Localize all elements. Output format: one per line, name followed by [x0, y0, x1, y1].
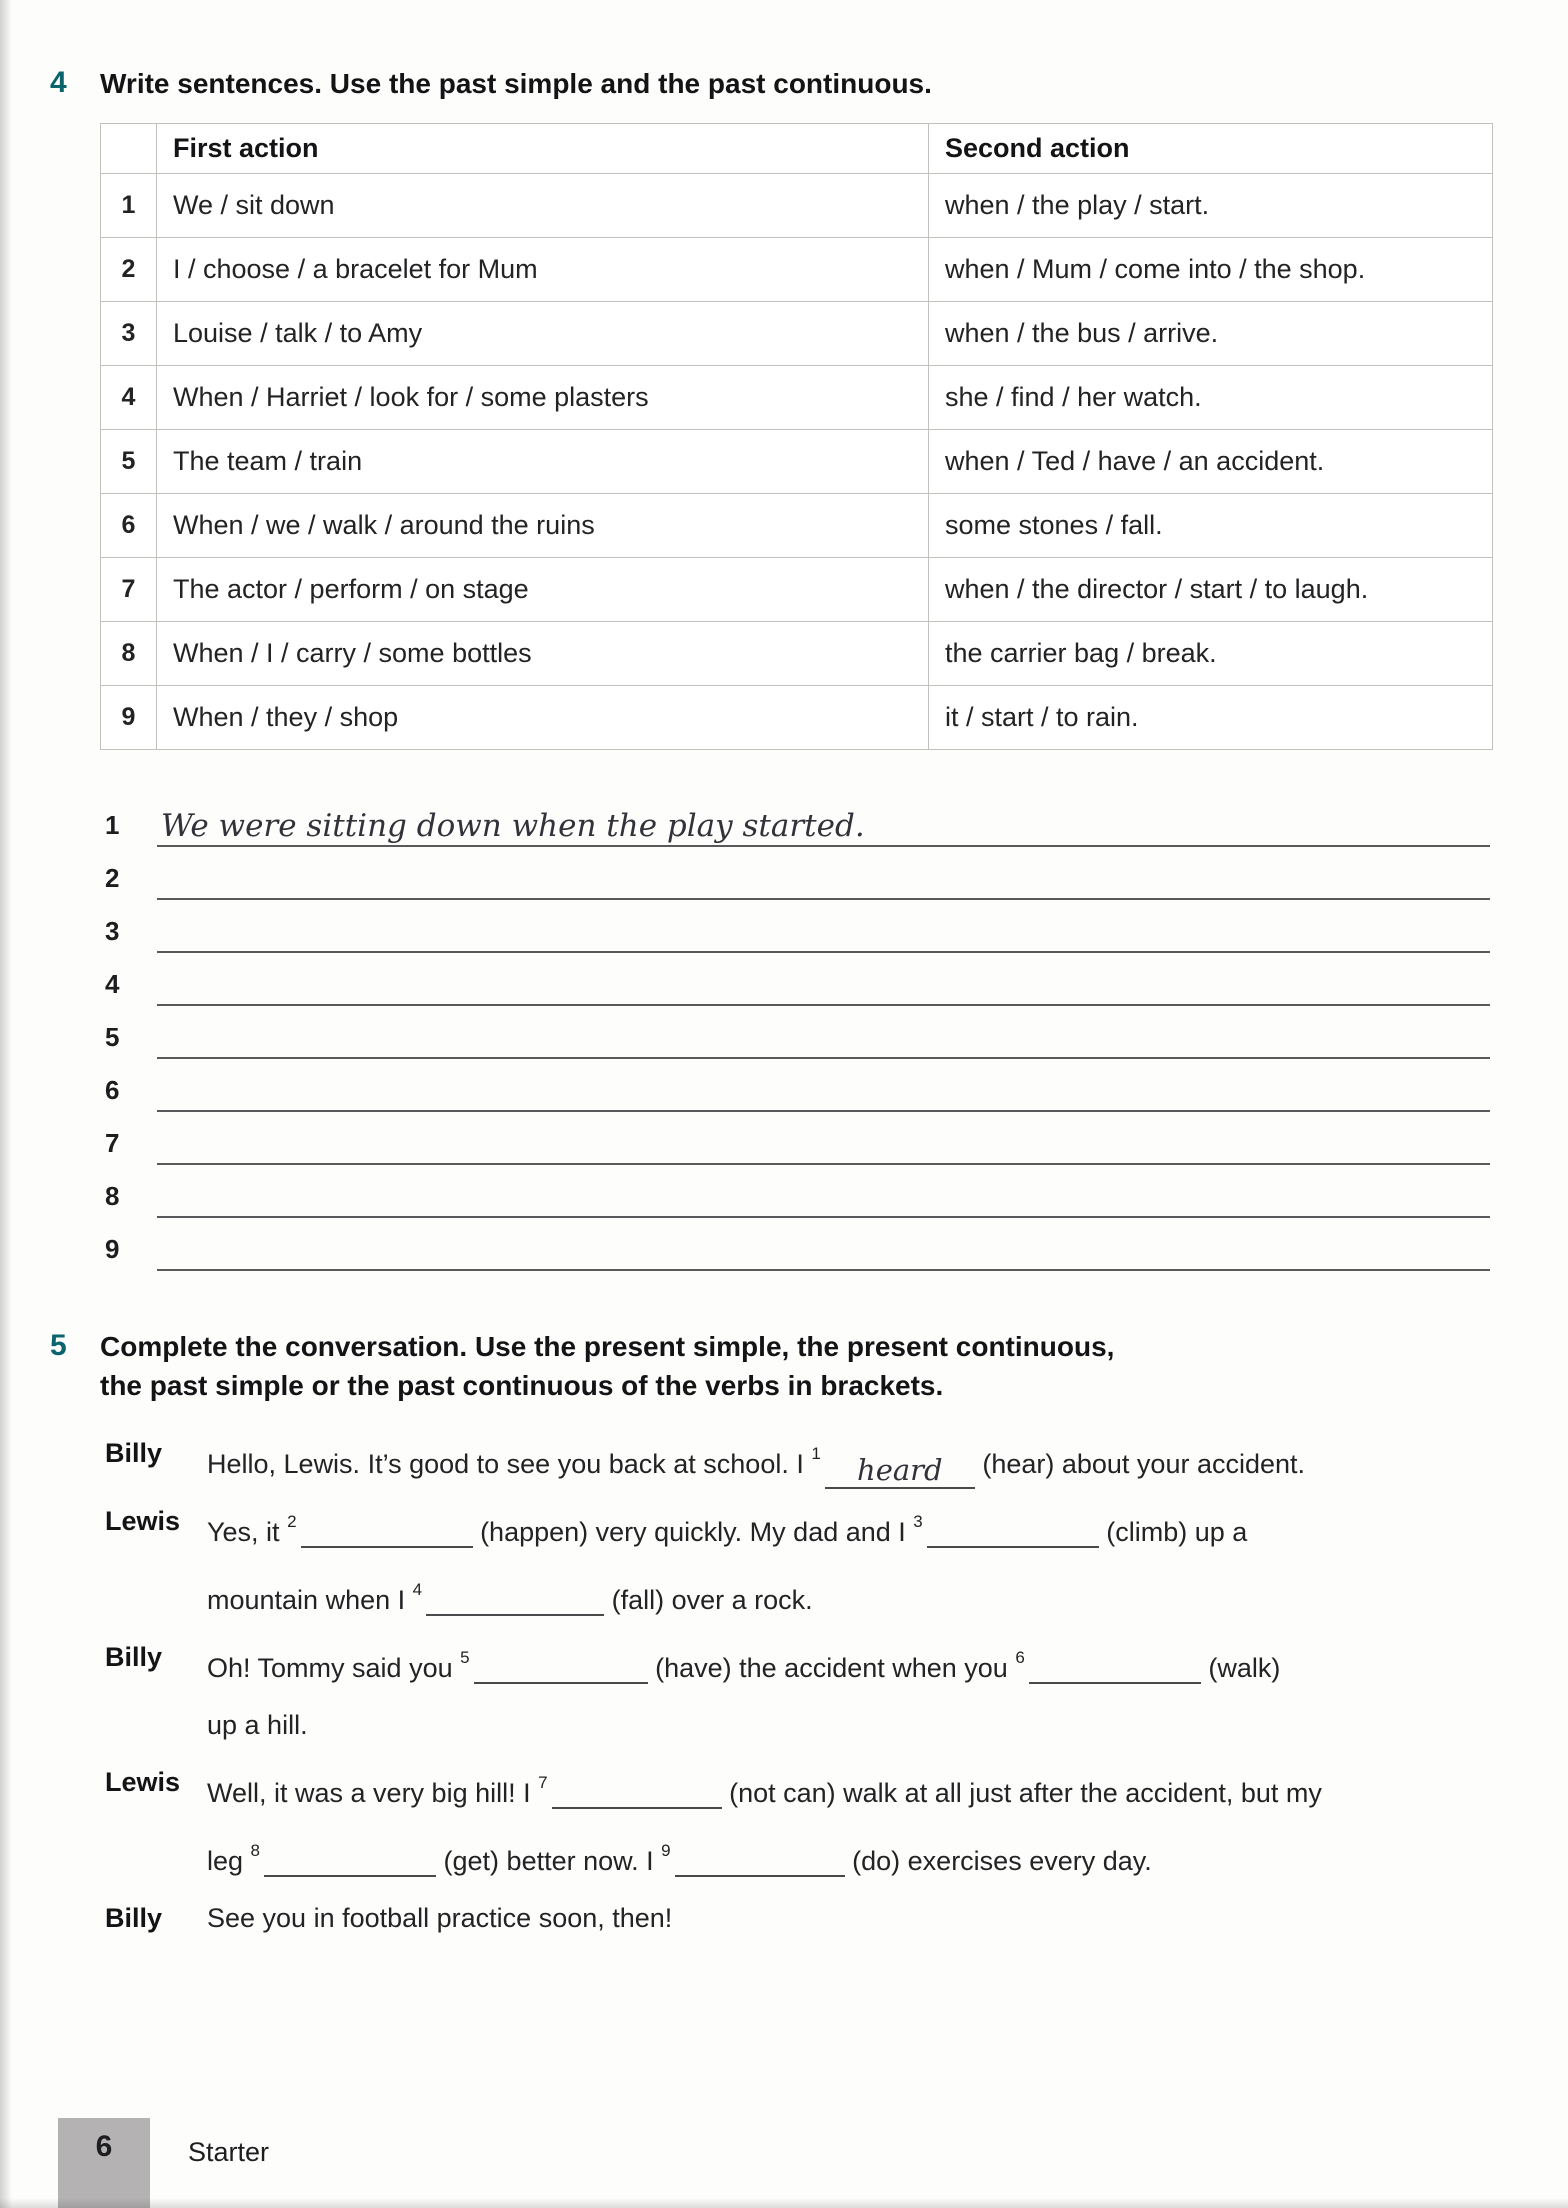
- dialogue-text: [207, 1629, 1562, 1754]
- exercise-5-number: 5: [50, 1329, 67, 1362]
- fill-in-blank: [538, 1773, 721, 1808]
- blank-number: 3: [913, 1512, 923, 1531]
- second-action-cell: she / find / her watch.: [929, 366, 1493, 430]
- dialogue-segment: Well, it was a very big hill! I: [207, 1778, 531, 1808]
- answer-number: 5: [105, 1022, 120, 1052]
- dialogue-segment: (happen) very quickly. My dad and I: [480, 1517, 906, 1547]
- exercise-5-title-line-2: the past simple or the past continuous of the verbs in brackets.: [100, 1370, 944, 1401]
- answer-writing-line: [157, 1165, 1490, 1218]
- blank-line: [301, 1514, 473, 1548]
- blank-line: [426, 1582, 604, 1616]
- dialogue-segment: (have) the accident when you: [655, 1653, 1008, 1683]
- fill-in-blank: [412, 1580, 604, 1615]
- answer-number: 7: [105, 1128, 120, 1158]
- dialogue-line: [105, 1493, 1562, 1629]
- dialogue-segment: (hear) about your accident.: [982, 1449, 1306, 1479]
- exercise-5: [50, 1327, 1508, 1947]
- table-row: [101, 430, 1493, 494]
- fill-in-blank: [811, 1444, 974, 1487]
- blank-line: [927, 1514, 1099, 1548]
- table-row: [101, 302, 1493, 366]
- table-row: [101, 622, 1493, 686]
- answer-number: 8: [105, 1181, 120, 1211]
- dialogue-line: [105, 1754, 1562, 1890]
- dialogue-segment: (get) better now. I: [443, 1846, 654, 1876]
- speaker-name: Billy: [105, 1903, 163, 1933]
- blank-line: [675, 1843, 845, 1877]
- answer-row: [105, 1112, 1490, 1165]
- row-number: 1: [101, 174, 157, 238]
- answer-number: 4: [105, 969, 120, 999]
- first-action-cell: The team / train: [157, 430, 929, 494]
- second-action-cell: when / Mum / come into / the shop.: [929, 238, 1493, 302]
- row-number: 6: [101, 494, 157, 558]
- blank-line: [1029, 1650, 1201, 1684]
- blank-number: 4: [412, 1580, 423, 1599]
- row-number: 8: [101, 622, 157, 686]
- first-action-cell: Louise / talk / to Amy: [157, 302, 929, 366]
- exercise-4-heading: [50, 64, 1508, 103]
- row-number: 2: [101, 238, 157, 302]
- answer-row: [105, 794, 1490, 847]
- second-action-cell: the carrier bag / break.: [929, 622, 1493, 686]
- blank-number: 6: [1015, 1648, 1025, 1667]
- answer-row: [105, 1165, 1490, 1218]
- row-number: 4: [101, 366, 157, 430]
- dialogue-text: [207, 1493, 1562, 1629]
- table-row: [101, 174, 1493, 238]
- dialogue-segment: Hello, Lewis. It’s good to see you back at school. I: [207, 1449, 804, 1479]
- blank-line: [552, 1775, 722, 1809]
- fill-in-blank: [661, 1841, 844, 1876]
- first-action-cell: When / I / carry / some bottles: [157, 622, 929, 686]
- answer-writing-line: [157, 1218, 1490, 1271]
- table-row: [101, 686, 1493, 750]
- answer-row: [105, 953, 1490, 1006]
- dialogue-segment: (do) exercises every day.: [852, 1846, 1152, 1876]
- table-row: [101, 558, 1493, 622]
- answer-number: 9: [105, 1234, 120, 1264]
- exercise-4-title: Write sentences. Use the past simple and the past continuous.: [100, 68, 932, 99]
- dialogue-segment: Yes, it: [207, 1517, 280, 1547]
- exercise-4-number: 4: [50, 66, 67, 99]
- conversation: [105, 1425, 1562, 1947]
- dialogue-text: [207, 1890, 1562, 1947]
- row-number: 5: [101, 430, 157, 494]
- dialogue-line: [105, 1425, 1562, 1493]
- speaker-name: Lewis: [105, 1506, 181, 1536]
- second-action-cell: when / the director / start / to laugh.: [929, 558, 1493, 622]
- row-number: 9: [101, 686, 157, 750]
- answer-writing-line: [157, 1006, 1490, 1059]
- blank-number: 8: [250, 1841, 261, 1860]
- answer-number: 1: [105, 810, 120, 840]
- dialogue-segment: mountain when I: [207, 1585, 406, 1615]
- dialogue-line: [105, 1890, 1562, 1947]
- first-action-cell: When / they / shop: [157, 686, 929, 750]
- fill-in-blank: [1015, 1648, 1200, 1683]
- speaker-name: Lewis: [105, 1767, 181, 1797]
- answer-writing-line: [157, 794, 1490, 847]
- answer-writing-line: [157, 953, 1490, 1006]
- answer-writing-line: [157, 900, 1490, 953]
- answer-row: [105, 1059, 1490, 1112]
- answer-number: 2: [105, 863, 120, 893]
- blank-line: [474, 1650, 648, 1684]
- first-action-cell: When / Harriet / look for / some plasters: [157, 366, 929, 430]
- second-action-cell: some stones / fall.: [929, 494, 1493, 558]
- exercise-5-heading: [50, 1327, 1508, 1405]
- dialogue-segment: up a hill.: [207, 1710, 308, 1740]
- page-number-box: [58, 2118, 150, 2208]
- second-action-cell: when / the play / start.: [929, 174, 1493, 238]
- blank-number: 9: [661, 1841, 671, 1860]
- fill-in-blank: [250, 1841, 436, 1876]
- fill-in-blank: [460, 1648, 647, 1683]
- answer-writing-line: [157, 1059, 1490, 1112]
- second-action-cell: when / the bus / arrive.: [929, 302, 1493, 366]
- dialogue-line: [105, 1629, 1562, 1754]
- answer-number: 6: [105, 1075, 120, 1105]
- dialogue-segment: See you in football practice soon, then!: [207, 1903, 673, 1933]
- answer-writing-line: [157, 847, 1490, 900]
- second-action-cell: when / Ted / have / an accident.: [929, 430, 1493, 494]
- speaker-name: Billy: [105, 1438, 163, 1468]
- first-action-cell: I / choose / a bracelet for Mum: [157, 238, 929, 302]
- second-action-cell: it / start / to rain.: [929, 686, 1493, 750]
- section-label: Starter: [188, 2137, 270, 2167]
- blank-line: [825, 1455, 975, 1489]
- table-header-row: [101, 124, 1493, 174]
- col-header-second-action: Second action: [929, 124, 1493, 174]
- answer-row: [105, 1218, 1490, 1271]
- fill-in-blank: [913, 1512, 1098, 1547]
- exercise-5-title-line-1: Complete the conversation. Use the present simple, the present continuous,: [100, 1331, 1115, 1362]
- dialogue-segment: (climb) up a: [1106, 1517, 1248, 1547]
- blank-number: 2: [287, 1512, 297, 1531]
- row-number: 3: [101, 302, 157, 366]
- answer-row: [105, 847, 1490, 900]
- answer-number: 3: [105, 916, 120, 946]
- table-row: [101, 494, 1493, 558]
- dialogue-segment: (not can) walk at all just after the accident, but my: [729, 1778, 1322, 1808]
- exercise-5-title: [100, 1327, 1114, 1405]
- fill-in-blank: [287, 1512, 472, 1547]
- dialogue-segment: Oh! Tommy said you: [207, 1653, 453, 1683]
- answer-row: [105, 900, 1490, 953]
- exercise-4-table: [100, 123, 1493, 750]
- speaker-name: Billy: [105, 1642, 163, 1672]
- first-action-cell: The actor / perform / on stage: [157, 558, 929, 622]
- dialogue-segment: (fall) over a rock.: [611, 1585, 813, 1615]
- dialogue-text: [207, 1425, 1562, 1493]
- dialogue-segment: leg: [207, 1846, 244, 1876]
- page-number: 6: [95, 2130, 113, 2163]
- answer-row: [105, 1006, 1490, 1059]
- handwritten-fill: heard: [857, 1453, 943, 1487]
- first-action-cell: When / we / walk / around the ruins: [157, 494, 929, 558]
- row-number: 7: [101, 558, 157, 622]
- dialogue-text: [207, 1754, 1562, 1890]
- blank-number: 7: [538, 1773, 548, 1792]
- answer-writing-line: [157, 1112, 1490, 1165]
- table-row: [101, 238, 1493, 302]
- dialogue-segment: (walk): [1208, 1653, 1281, 1683]
- exercise-4-answer-lines: [105, 794, 1490, 1271]
- handwritten-answer: We were sitting down when the play started.: [161, 808, 865, 844]
- blank-number: 5: [460, 1648, 470, 1667]
- table-row: [101, 366, 1493, 430]
- exercise-4: [50, 64, 1508, 1271]
- col-header-first-action: First action: [157, 124, 929, 174]
- table-corner-cell: [101, 124, 157, 174]
- first-action-cell: We / sit down: [157, 174, 929, 238]
- blank-number: 1: [811, 1444, 821, 1463]
- blank-line: [264, 1843, 436, 1877]
